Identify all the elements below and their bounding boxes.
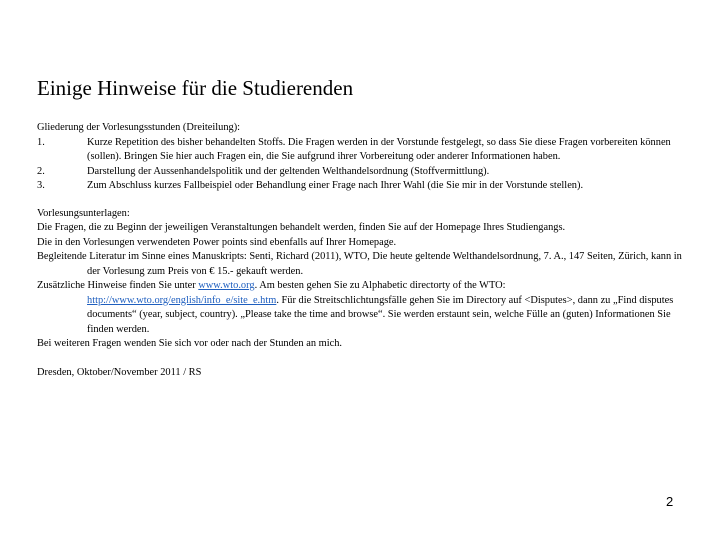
materials-heading: Vorlesungsunterlagen:: [37, 207, 130, 219]
outline-heading: Gliederung der Vorlesungsstunden (Dreiteilung):: [37, 122, 241, 133]
materials-questions-note: Die Fragen, die zu Beginn der jeweiligen Veranstaltungen behandelt werden, finden Sie auf der Homepage Ihres Studiengangs.: [37, 222, 566, 233]
outline-item-number: 1.: [37, 136, 45, 148]
slide-body: [37, 121, 687, 380]
hints-prefix: Zusätzliche Hinweise finden Sie unter: [37, 280, 199, 291]
disputes-link[interactable]: http://www.wto.org/english/info_e/site_e.htm: [87, 294, 277, 306]
outline-item-1: [37, 136, 687, 165]
materials-closing-note: Bei weiteren Fragen wenden Sie sich vor oder nach der Stunden an mich.: [37, 338, 342, 349]
hints-mid: . Am besten gehen Sie zu Alphabetic directorty of the WTO:: [254, 280, 506, 291]
outline-item-text: Zum Abschluss kurzes Fallbeispiel oder Behandlung einer Frage nach Ihrer Wahl (die Sie mir in der Vorstunde stellen).: [87, 180, 584, 191]
materials-powerpoint-note: Die in den Vorlesungen verwendeten Power points sind ebenfalls auf Ihrer Homepage.: [37, 236, 397, 248]
outline-item-number: 2.: [37, 165, 45, 177]
outline-item-3: [37, 179, 687, 194]
hints-suffix: . Für die Streitschlichtungsfälle gehen Sie im Directory auf <Disputes>, dann zu „Find disputes documents“ (year, subject, country). „Please take the time and browse“. Sie werden erstaunt sein, welche Fülle an (guten) Informationen Sie finden werden.: [87, 294, 674, 335]
outline-item-2: [37, 165, 687, 180]
spacer: [37, 352, 687, 366]
materials-literature-note: Begleitende Literatur im Sinne eines Manuskripts: Senti, Richard (2011), WTO, Die heute geltende Welthandelsordnung, 7. A., 147 Seiten, Zürich, kann in der Vorlesung zum Preis von € 15.- gekauft werden.: [37, 251, 682, 277]
page-number: 2: [666, 494, 674, 509]
slide-title: Einige Hinweise für die Studierenden: [37, 76, 354, 100]
outline-item-text: Darstellung der Aussenhandelspolitik und der geltenden Welthandelsordnung (Stoffvermittlung).: [87, 165, 490, 177]
spacer: [37, 194, 687, 207]
signature: Dresden, Oktober/November 2011 / RS: [37, 366, 202, 378]
outline-item-text: Kurze Repetition des bisher behandelten Stoffs. Die Fragen werden in der Vorstunde festgelegt, so dass Sie diese Fragen vorbereiten können (sollen). Bringen Sie hier auch Fragen ein, die Sie aufgrund ihrer Vorbereitung oder anderer Informationen haben.: [87, 136, 671, 162]
outline-item-number: 3.: [37, 180, 45, 191]
wto-link[interactable]: www.wto.org: [198, 280, 255, 291]
materials-hints-note: [37, 279, 687, 337]
